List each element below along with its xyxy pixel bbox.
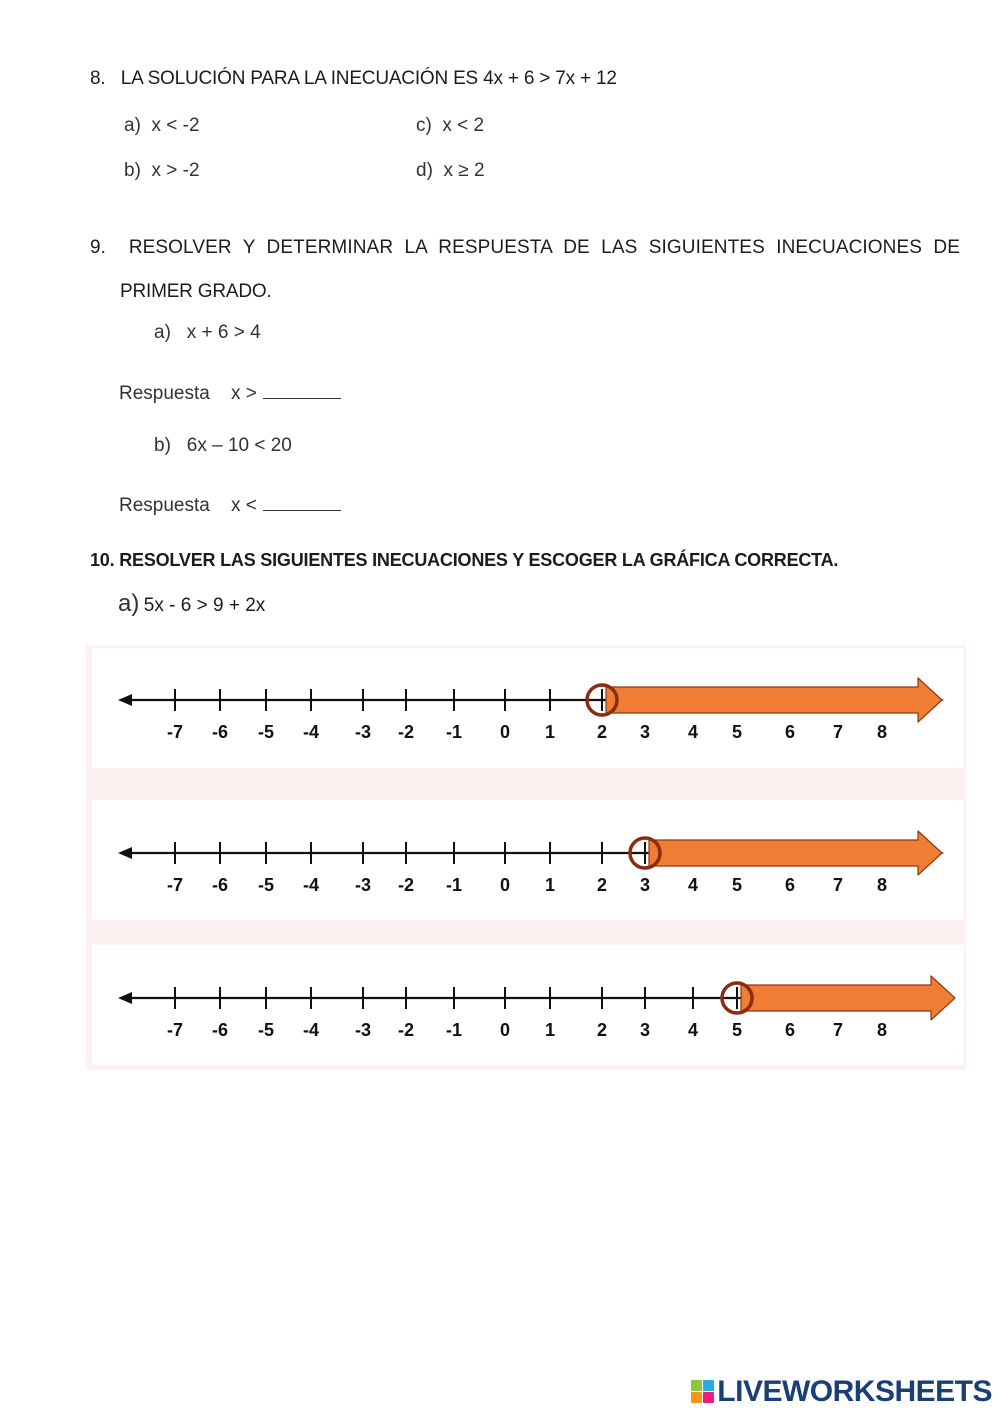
tick-label: -4 [302, 722, 320, 742]
tick-label: -2 [397, 875, 415, 895]
tick-label: 5 [731, 722, 743, 742]
tick-label: -4 [302, 875, 320, 895]
tick-label: -5 [257, 1020, 275, 1040]
tick-label: 2 [596, 722, 608, 742]
option-value: x > -2 [151, 160, 200, 181]
option-letter: c) [416, 115, 432, 136]
tick-label: 5 [731, 1020, 743, 1040]
tick-label: 4 [687, 1020, 699, 1040]
tick-label: -6 [211, 722, 229, 742]
tick-label: -3 [354, 875, 372, 895]
tick-label: 5 [731, 875, 743, 895]
answer-prefix: x > [230, 383, 257, 404]
tick-label: 6 [784, 875, 796, 895]
answer-label: Respuesta [119, 383, 210, 404]
tick-label: -2 [397, 1020, 415, 1040]
tick-label: 4 [687, 875, 699, 895]
tick-label: 6 [784, 722, 796, 742]
q9-number: 9. [90, 237, 107, 258]
item-expr: x + 6 > 4 [186, 322, 261, 343]
tick-label: 3 [639, 1020, 651, 1040]
option-value: x < 2 [442, 115, 485, 136]
tick-label: -3 [354, 1020, 372, 1040]
tick-label: 3 [639, 875, 651, 895]
tick-label: 0 [499, 1020, 511, 1040]
q10-title: 10. RESOLVER LAS SIGUIENTES INECUACIONES Y ESCOGER LA GRÁFICA CORRECTA. [90, 550, 839, 570]
tick-label: -7 [166, 1020, 184, 1040]
tick-label: 1 [544, 1020, 556, 1040]
option-letter: d) [416, 160, 433, 181]
tick-label: -1 [445, 1020, 463, 1040]
tick-label: 0 [499, 875, 511, 895]
tick-label: 1 [544, 722, 556, 742]
q9-line1: RESOLVER Y DETERMINAR LA RESPUESTA DE LAS SIGUIENTES INECUACIONES DE [128, 237, 961, 258]
option-value: x ≥ 2 [443, 160, 485, 181]
graph-option-3[interactable] [118, 976, 955, 1040]
graph-option-2[interactable] [118, 831, 944, 895]
liveworksheets-logo-icon [691, 1380, 715, 1404]
q8-text: LA SOLUCIÓN PARA LA INECUACIÓN ES 4x + 6 > 7x + 12 [120, 68, 617, 89]
tick-label: -7 [166, 722, 184, 742]
item-expr: 5x - 6 > 9 + 2x [143, 595, 266, 616]
tick-label: -4 [302, 1020, 320, 1040]
tick-label: 8 [876, 722, 888, 742]
answer-label: Respuesta [119, 495, 210, 516]
tick-label: -5 [257, 875, 275, 895]
tick-label: 7 [832, 875, 844, 895]
tick-label: 7 [832, 722, 844, 742]
tick-label: 6 [784, 1020, 796, 1040]
tick-label: 8 [876, 875, 888, 895]
tick-label: 1 [544, 875, 556, 895]
tick-label: 4 [687, 722, 699, 742]
tick-label: 2 [596, 875, 608, 895]
tick-label: -1 [445, 875, 463, 895]
tick-label: 2 [596, 1020, 608, 1040]
answer-prefix: x < [230, 495, 257, 516]
tick-label: -2 [397, 722, 415, 742]
item-letter: a) [118, 590, 140, 617]
option-value: x < -2 [151, 115, 200, 136]
graph-option-1[interactable] [118, 678, 944, 742]
left-arrow-head [118, 694, 132, 706]
logo-text: LIVEWORKSHEETS [717, 1375, 992, 1408]
option-letter: a) [124, 115, 141, 136]
solution-ray [606, 678, 942, 722]
solution-ray [741, 976, 955, 1020]
tick-label: 7 [832, 1020, 844, 1040]
item-expr: 6x – 10 < 20 [186, 435, 292, 456]
tick-label: -5 [257, 722, 275, 742]
tick-label: 3 [639, 722, 651, 742]
tick-label: 8 [876, 1020, 888, 1040]
tick-label: -6 [211, 1020, 229, 1040]
left-arrow-head [118, 847, 132, 859]
q9-title-line2: PRIMER GRADO. [120, 281, 272, 302]
tick-label: 0 [499, 722, 511, 742]
tick-label: -6 [211, 875, 229, 895]
tick-label: -7 [166, 875, 184, 895]
left-arrow-head [118, 992, 132, 1004]
tick-label: -3 [354, 722, 372, 742]
solution-ray [649, 831, 942, 875]
item-letter: b) [154, 435, 171, 456]
option-letter: b) [124, 160, 141, 181]
item-letter: a) [154, 322, 171, 343]
q8-number: 8. [90, 68, 106, 89]
footer-logo [691, 1375, 992, 1409]
tick-label: -1 [445, 722, 463, 742]
